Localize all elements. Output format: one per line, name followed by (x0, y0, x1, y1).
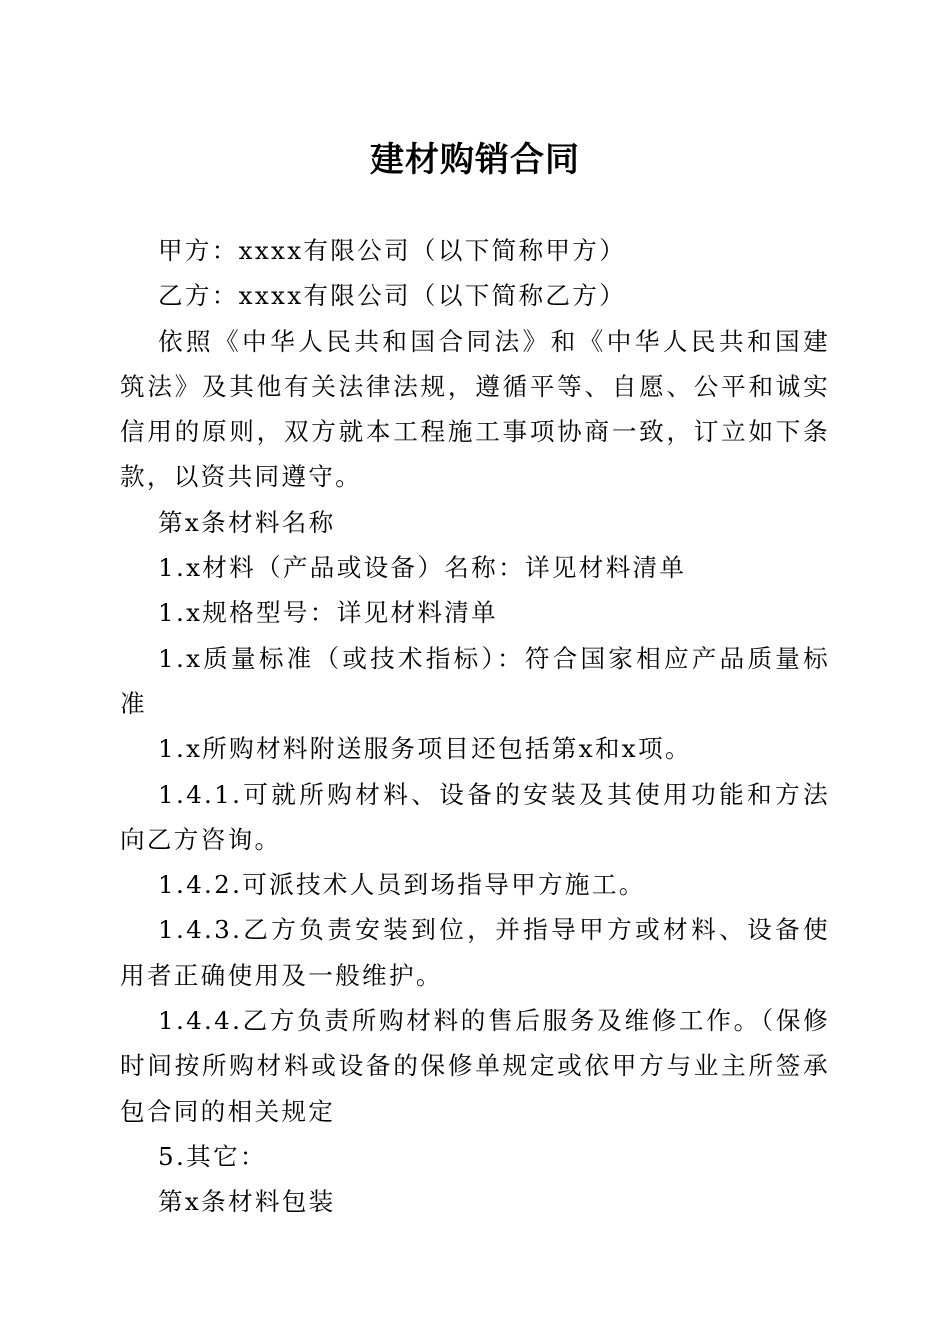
party-b-line: 乙方：xxxx有限公司（以下简称乙方） (158, 281, 627, 311)
clause-material-name: 1.x材料（产品或设备）名称：详见材料清单 (158, 553, 687, 583)
clause-1-4-1: 1.4.1.可就所购材料、设备的安装及其使用功能和方法向乙方咨询。 (120, 779, 830, 854)
article-heading-material-name: 第x条材料名称 (158, 507, 336, 537)
clause-spec-model: 1.x规格型号：详见材料清单 (158, 598, 499, 628)
article-heading-packaging: 第x条材料包装 (158, 1187, 336, 1217)
clause-service-items: 1.x所购材料附送服务项目还包括第x和x项。 (158, 734, 692, 764)
document-title: 建材购销合同 (370, 140, 580, 180)
clause-quality-standard: 1.x质量标准（或技术指标）：符合国家相应产品质量标准 (120, 643, 830, 718)
clause-1-4-3: 1.4.3.乙方负责安装到位，并指导甲方或材料、设备使用者正确使用及一般维护。 (120, 915, 830, 990)
clause-1-4-2: 1.4.2.可派技术人员到场指导甲方施工。 (158, 870, 646, 900)
clause-1-4-4: 1.4.4.乙方负责所购材料的售后服务及维修工作。（保修时间按所购材料或设备的保修单规定或依甲方与业主所签承包合同的相关规定 (120, 1006, 830, 1126)
preamble-paragraph: 依照《中华人民共和国合同法》和《中华人民共和国建筑法》及其他有关法律法规，遵循平等、自愿、公平和诚实信用的原则，双方就本工程施工事项协商一致，订立如下条款，以资共同遵守。 (120, 326, 830, 492)
document-body (120, 228, 830, 1225)
party-a-line: 甲方：xxxx有限公司（以下简称甲方） (158, 236, 627, 265)
clause-others: 5.其它： (158, 1141, 267, 1171)
